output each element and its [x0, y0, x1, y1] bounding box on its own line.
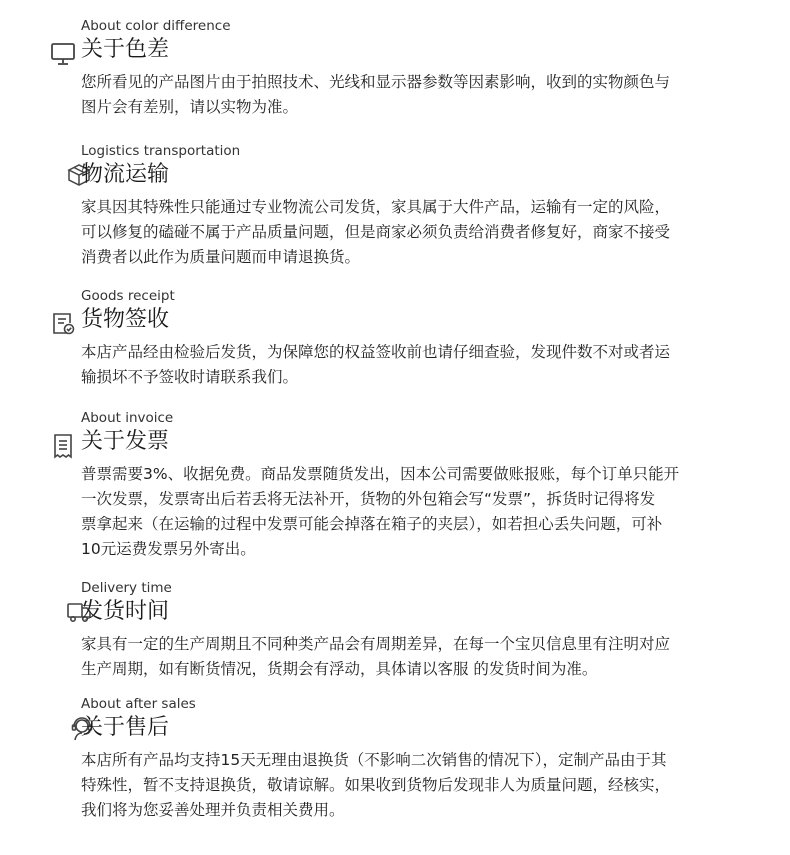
body-line: 您所看见的产品图片由于拍照技术、光线和显示器参数等因素影响，收到的实物颜色与 [81, 73, 671, 91]
body-line: 票拿起来（在运输的过程中发票可能会掉落在箱子的夹层），如若担心丢失问题，可补 [81, 515, 663, 533]
section-body [81, 748, 741, 823]
section-title: 关于色差 [81, 37, 170, 62]
checklist-icon [50, 311, 76, 337]
section-body [81, 195, 741, 270]
body-line: 家具有一定的生产周期且不同种类产品会有周期差异，在每一个宝贝信息里有注明对应 [81, 635, 671, 653]
body-line: 本店产品经由检验后发货，为保障您的权益签收前也请仔细查验，发现件数不对或者运 [81, 343, 671, 361]
section-title: 货物签收 [81, 307, 170, 332]
monitor-icon [50, 41, 76, 67]
section-subtitle-en: Logistics transportation [81, 143, 241, 159]
receipt-icon [50, 433, 76, 459]
section-title: 关于发票 [81, 429, 170, 454]
section-title: 关于售后 [81, 715, 170, 740]
body-line: 本店所有产品均支持15天无理由退换货（不影响二次销售的情况下），定制产品由于其 [81, 751, 667, 769]
section-subtitle-en: Delivery time [81, 580, 172, 596]
section-subtitle-en: About after sales [81, 696, 196, 712]
section-body [81, 340, 741, 390]
section-subtitle-en: About color difference [81, 18, 231, 34]
section-subtitle-en: About invoice [81, 410, 174, 426]
body-line: 输损坏不予签收时请联系我们。 [81, 368, 299, 386]
body-line: 普票需要3%、收据免费。商品发票随货发出，因本公司需要做账报账，每个订单只能开 [81, 465, 680, 483]
section-title: 物流运输 [81, 162, 170, 187]
body-line: 可以修复的磕碰不属于产品质量问题，但是商家必须负责给消费者修复好，商家不接受 [81, 223, 671, 241]
body-line: 家具因其特殊性只能通过专业物流公司发货，家具属于大件产品，运输有一定的风险， [81, 198, 671, 216]
section-body [81, 70, 741, 120]
body-line: 一次发票，发票寄出后若丢将无法补开，货物的外包箱会写“发票”，拆货时记得将发 [81, 490, 656, 508]
body-line: 消费者以此作为质量问题而申请退换货。 [81, 248, 361, 266]
body-line: 特殊性，暂不支持退换货，敬请谅解。如果收到货物后发现非人为质量问题，经核实， [81, 776, 671, 794]
section-body [81, 462, 741, 562]
section-body [81, 632, 741, 682]
section-title: 发货时间 [81, 599, 170, 624]
body-line: 我们将为您妥善处理并负责相关费用。 [81, 801, 345, 819]
body-line: 生产周期，如有断货情况，货期会有浮动，具体请以客服 的发货时间为准。 [81, 660, 598, 678]
section-subtitle-en: Goods receipt [81, 288, 175, 304]
body-line: 10元运费发票另外寄出。 [81, 540, 256, 558]
body-line: 图片会有差别，请以实物为准。 [81, 98, 299, 116]
